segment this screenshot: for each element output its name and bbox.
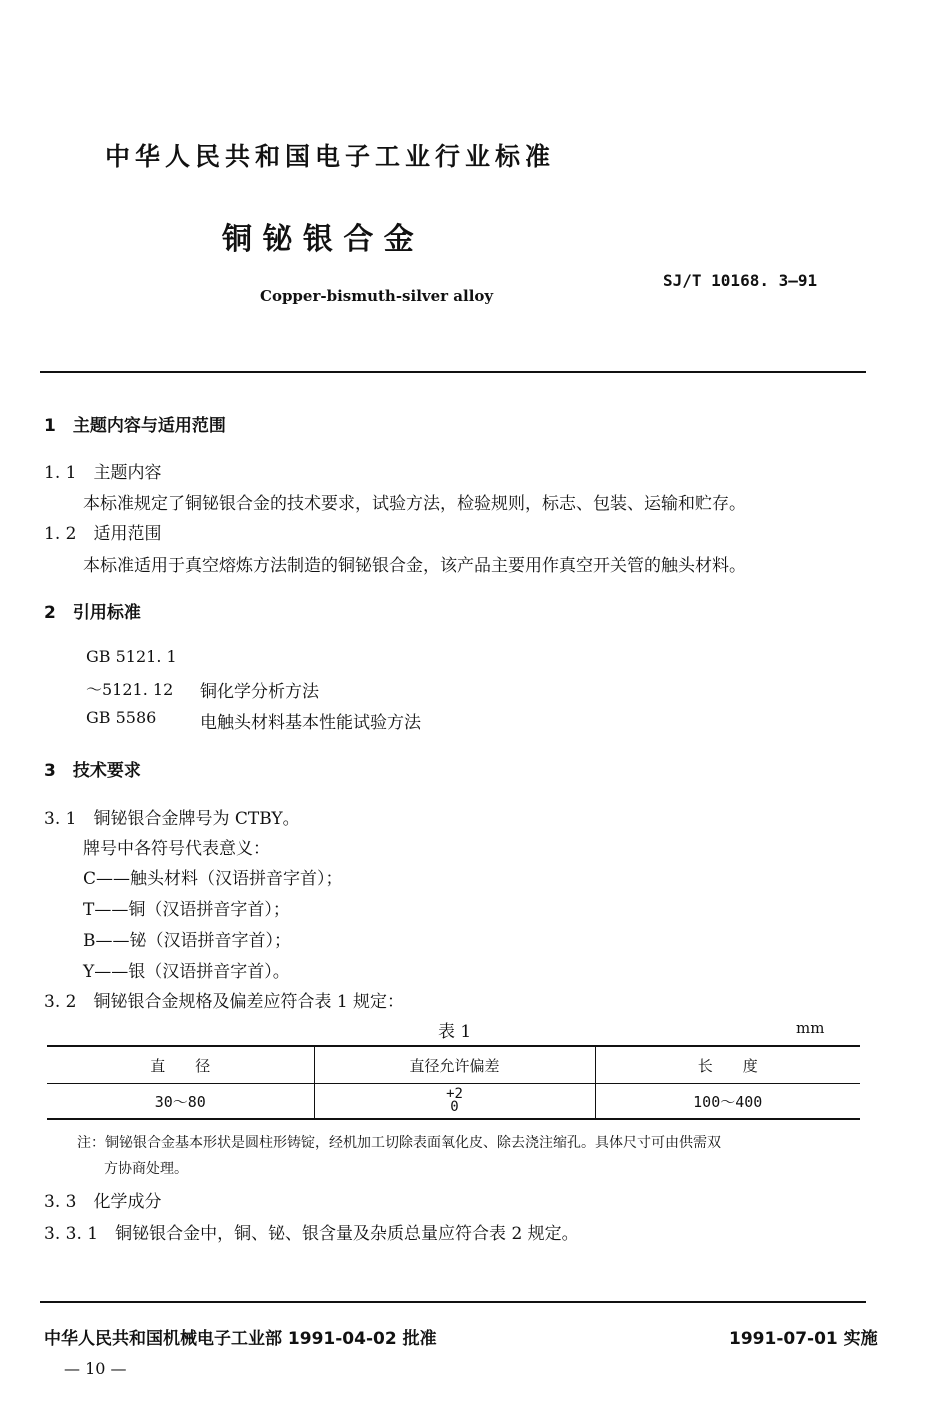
- cell-diameter: 30～80: [47, 1084, 314, 1120]
- table-1: [47, 1045, 860, 1120]
- section-1-heading: 1 主题内容与适用范围: [44, 416, 226, 436]
- section-1-1-heading: 1. 1 主题内容: [44, 463, 162, 483]
- table-1-unit: mm: [796, 1019, 825, 1037]
- symbol-definition: T——铜（汉语拼音字首）；: [83, 900, 290, 920]
- standard-org-title: 中华人民共和国电子工业行业标准: [105, 142, 556, 171]
- symbol-definition: B——铋（汉语拼音字首）；: [83, 931, 291, 951]
- section-3-3-1-text: 3. 3. 1 铜铋银合金中，铜、铋、银含量及杂质总量应符合表 2 规定。: [44, 1224, 579, 1244]
- section-3-heading: 3 技术要求: [44, 761, 141, 781]
- section-2-heading: 2 引用标准: [44, 603, 141, 623]
- reference-code: ～5121. 12: [86, 680, 174, 699]
- column-header-length: 长 度: [595, 1046, 860, 1084]
- page-number: — 10 —: [64, 1359, 127, 1378]
- tolerance-stack: [446, 1085, 463, 1115]
- reference-title: 电触头材料基本性能试验方法: [200, 713, 421, 733]
- approval-statement: 中华人民共和国机械电子工业部 1991-04-02 批准: [44, 1329, 437, 1349]
- symbols-intro: 牌号中各符号代表意义：: [83, 839, 270, 859]
- symbol-definition: Y——银（汉语拼音字首）。: [83, 962, 290, 982]
- cell-length: 100～400: [595, 1084, 860, 1120]
- tolerance-lower: 0: [450, 1098, 459, 1115]
- table-note-line-2: 方协商处理。: [104, 1161, 188, 1177]
- table-row: [47, 1084, 860, 1120]
- section-1-2-text: 本标准适用于真空熔炼方法制造的铜铋银合金，该产品主要用作真空开关管的触头材料。: [83, 556, 746, 576]
- section-3-1-heading: 3. 1 铜铋银合金牌号为 CTBY。: [44, 809, 300, 829]
- section-1-2-heading: 1. 2 适用范围: [44, 524, 162, 544]
- table-1-caption: 表 1: [438, 1022, 472, 1042]
- reference-title: 铜化学分析方法: [200, 682, 319, 702]
- table-header-row: [47, 1046, 860, 1084]
- section-3-2-heading: 3. 2 铜铋银合金规格及偏差应符合表 1 规定：: [44, 992, 405, 1012]
- document-title-cn: 铜 铋 银 合 金: [222, 222, 414, 257]
- cell-tolerance: [314, 1084, 595, 1120]
- section-3-3-heading: 3. 3 化学成分: [44, 1192, 162, 1212]
- column-header-diameter: 直 径: [47, 1046, 314, 1084]
- reference-code: GB 5121. 1: [86, 647, 177, 666]
- table-note-line-1: 注：铜铋银合金基本形状是圆柱形铸锭，经机加工切除表面氧化皮、除去浇注缩孔。具体尺寸可由供需双: [77, 1135, 721, 1151]
- section-1-1-text: 本标准规定了铜铋银合金的技术要求，试验方法，检验规则，标志、包装、运输和贮存。: [83, 494, 746, 514]
- reference-code: GB 5586: [86, 708, 157, 727]
- header-rule: [40, 371, 866, 373]
- symbol-definition: C——触头材料（汉语拼音字首）；: [83, 869, 343, 889]
- footer-rule: [40, 1301, 866, 1303]
- standard-code: SJ/T 10168. 3—91: [663, 271, 818, 290]
- effective-date: 1991-07-01 实施: [729, 1329, 878, 1349]
- column-header-tolerance: 直径允许偏差: [314, 1046, 595, 1084]
- tolerance-upper: +2: [446, 1085, 463, 1102]
- document-title-en: Copper-bismuth-silver alloy: [260, 287, 494, 305]
